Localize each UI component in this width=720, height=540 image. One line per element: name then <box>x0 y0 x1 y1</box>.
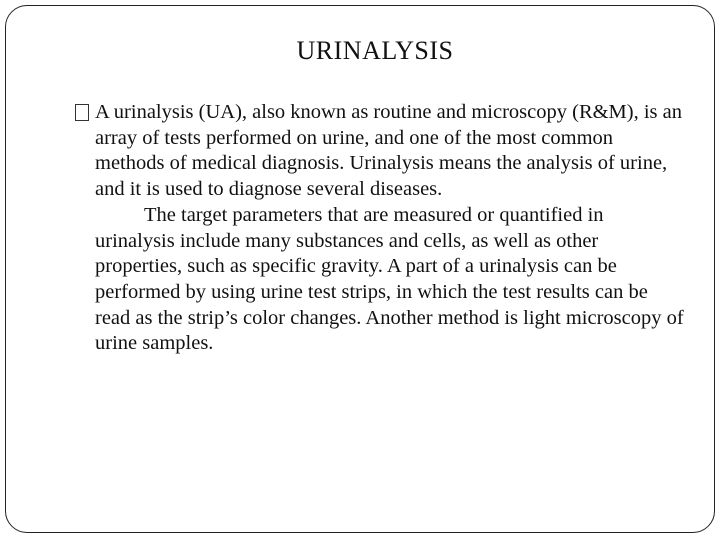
paragraph-1: A urinalysis (UA), also known as routine and microscopy (R&M), is an array of tests performed on urine, and one of the most common methods of medical diagnosis. Urinalysis means the analysis of urine, and it is used to diagnose several diseases. <box>95 101 683 201</box>
paragraph-2: The target parameters that are measured or quantified in urinalysis include many substances and cells, as well as other properties, such as specific gravity. A part of a urinalysis can be performed by using urine test strips, in which the test results can be read as the strip’s color changes. Another method is light microscopy of urine samples. <box>95 203 684 355</box>
slide-title: URINALYSIS <box>296 36 454 65</box>
square-bullet-icon <box>75 104 89 121</box>
slide-body <box>95 100 685 357</box>
